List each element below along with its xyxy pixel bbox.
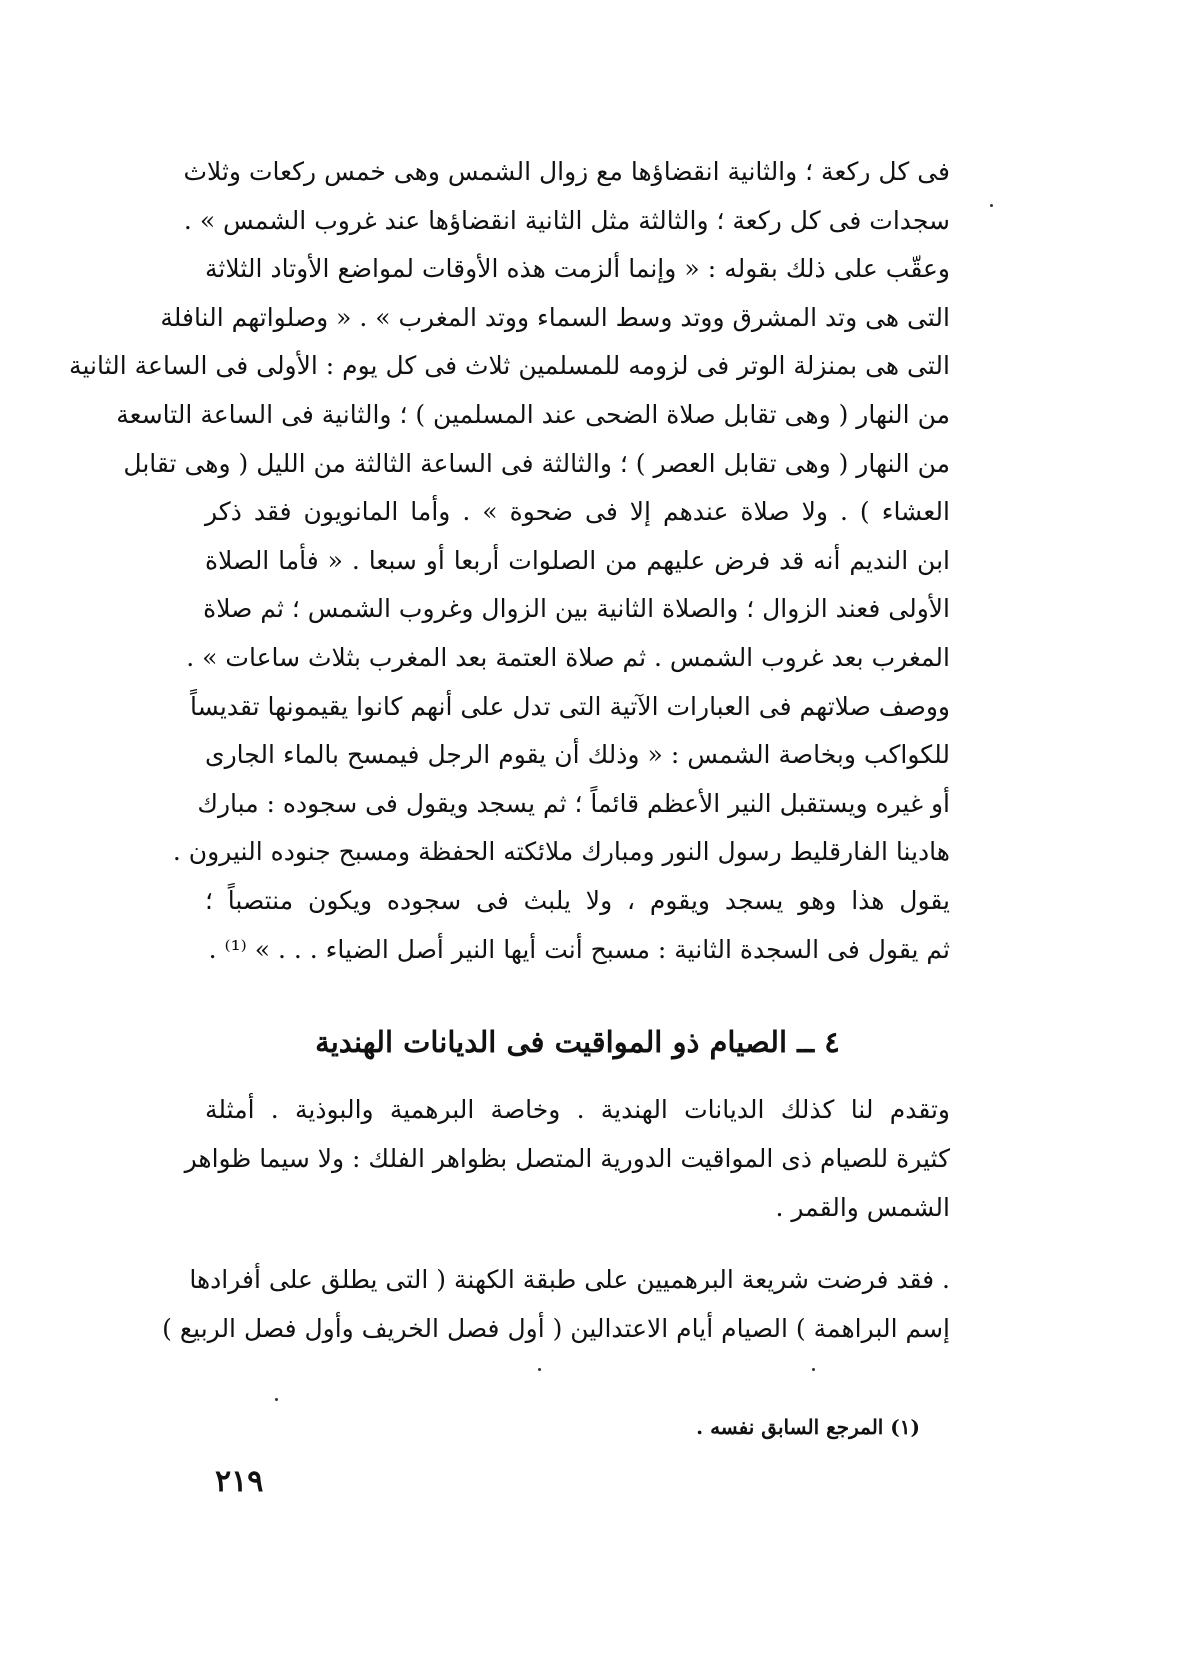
page-number: ٢١٩	[215, 1464, 264, 1499]
scan-speck	[990, 204, 993, 207]
text-line: المغرب بعد غروب الشمس . ثم صلاة العتمة بعد المغرب بثلاث ساعات » .	[186, 642, 950, 672]
text-line: التى هى وتد المشرق ووتد وسط السماء ووتد المغرب » . « وصلواتهم النافلة	[160, 302, 950, 332]
text-line: ووصف صلاتهم فى العبارات الآتية التى تدل على أنهم كانوا يقيمونها تقديساً	[189, 691, 950, 721]
second-paragraph	[184, 1085, 950, 1232]
text-line: . فقد فرضت شريعة البرهميين على طبقة الكهنة ( التى يطلق على أفرادها	[189, 1265, 950, 1294]
text-line: للكواكب وبخاصة الشمس : « وذلك أن يقوم الرجل فيمسح بالماء الجارى	[205, 740, 950, 770]
text-line: إسم البراهمة ) الصيام أيام الاعتدالين ( أول فصل الخريف وأول فصل الربيع )	[162, 1314, 950, 1343]
text-line: كثيرة للصيام ذى المواقيت الدورية المتصل بظواهر الفلك : ولا سيما ظواهر	[184, 1144, 950, 1173]
text-line: أو غيره ويستقبل النير الأعظم قائماً ؛ ثم يسجد ويقول فى سجوده : مبارك	[197, 788, 950, 818]
main-paragraph	[69, 148, 950, 974]
third-paragraph	[162, 1255, 950, 1353]
text-line: ثم يقول فى السجدة الثانية : مسبح أنت أيها النير أصل الضياء . . . » ⁽¹⁾ .	[208, 934, 950, 964]
text-line: وتقدم لنا كذلك الديانات الهندية . وخاصة البرهمية والبوذية . أمثلة	[205, 1095, 950, 1124]
footnote: (١) المرجع السابق نفسه .	[696, 1415, 920, 1439]
text-line: الأولى فعند الزوال ؛ والصلاة الثانية بين الزوال وغروب الشمس ؛ ثم صلاة	[203, 594, 950, 624]
text-line: التى هى بمنزلة الوتر فى لزومه للمسلمين ثلاث فى كل يوم : الأولى فى الساعة الثانية	[69, 351, 950, 381]
text-line: من النهار ( وهى تقابل صلاة الضحى عند المسلمين ) ؛ والثانية فى الساعة التاسعة	[116, 399, 950, 429]
text-line: وعقّب على ذلك بقوله : « وإنما ألزمت هذه الأوقات لمواضع الأوتاد الثلاثة	[205, 254, 950, 284]
scan-speck	[812, 1368, 815, 1371]
text-line: هادينا الفارقليط رسول النور ومبارك ملائكته الحفظة ومسبح جنوده النيرون .	[172, 837, 950, 867]
text-line: ابن النديم أنه قد فرض عليهم من الصلوات أربعا أو سبعا . « فأما الصلاة	[205, 545, 950, 575]
text-line: من النهار ( وهى تقابل العصر ) ؛ والثالثة فى الساعة الثالثة من الليل ( وهى تقابل	[123, 448, 950, 478]
text-line: سجدات فى كل ركعة ؛ والثالثة مثل الثانية انقضاؤها عند غروب الشمس » .	[183, 205, 950, 235]
scan-speck	[538, 1368, 541, 1371]
scan-speck	[275, 1398, 278, 1401]
text-line: الشمس والقمر .	[775, 1193, 950, 1222]
text-line: يقول هذا وهو يسجد ويقوم ، ولا يلبث فى سجوده ويكون منتصباً ؛	[205, 885, 950, 915]
section-heading: ٤ ــ الصيام ذو المواقيت فى الديانات الهندية	[315, 1025, 840, 1059]
text-line: العشاء ) . ولا صلاة عندهم إلا فى ضحوة » . وأما المانويون فقد ذكر	[205, 497, 950, 527]
text-line: فى كل ركعة ؛ والثانية انقضاؤها مع زوال الشمس وهى خمس ركعات وثلاث	[183, 157, 950, 186]
